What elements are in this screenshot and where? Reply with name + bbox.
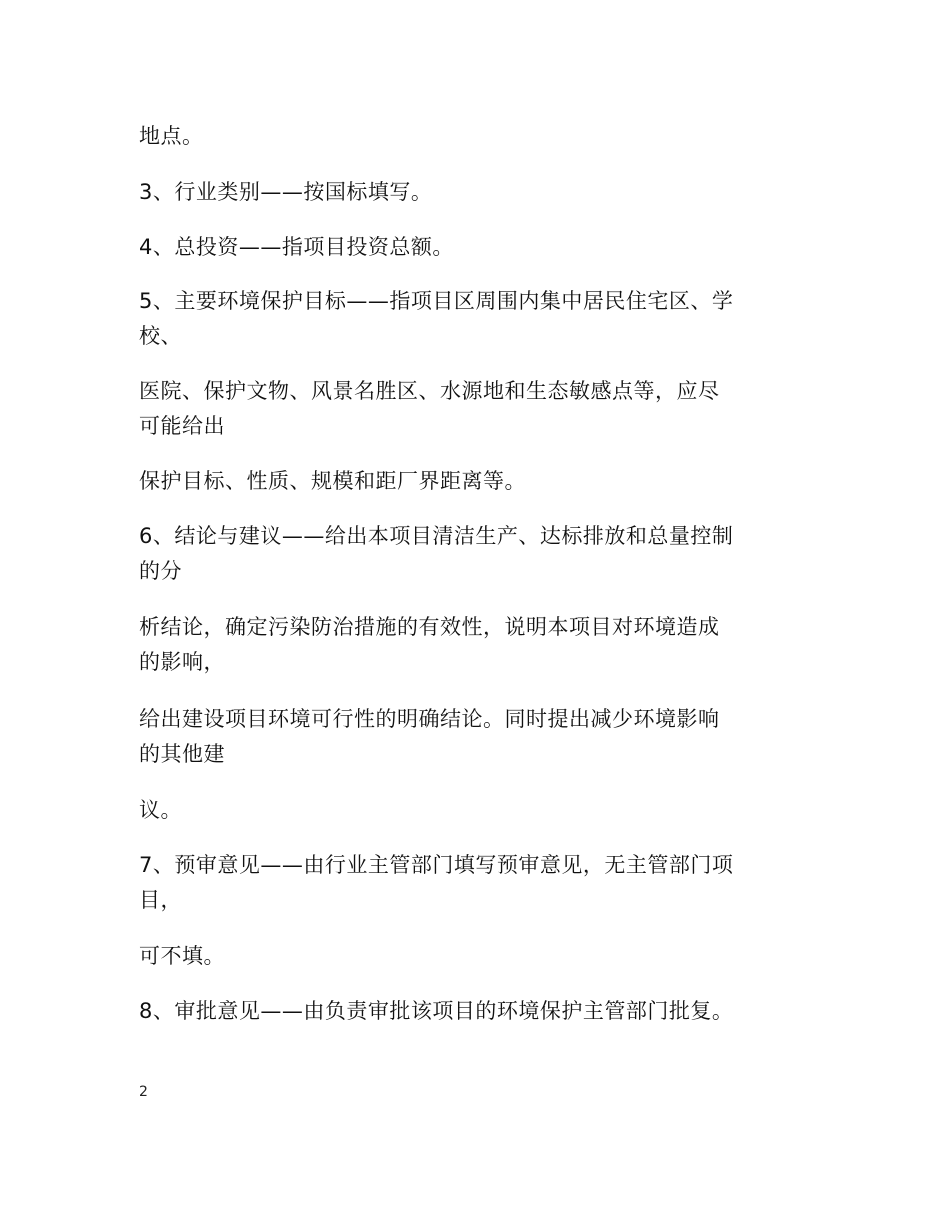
- text-line: 3、行业类别——按国标填写。: [139, 180, 433, 204]
- text-line: 的其他建: [139, 742, 225, 766]
- text-line: 校、: [139, 324, 182, 348]
- text-line: 6、结论与建议——给出本项目清洁生产、达标排放和总量控制: [139, 524, 734, 548]
- text-line: 的分: [139, 559, 182, 583]
- text-line: 保护目标、性质、规模和距厂界距离等。: [139, 469, 526, 493]
- text-line: 7、预审意见——由行业主管部门填写预审意见，无主管部门项: [139, 853, 734, 877]
- text-line: 析结论，确定污染防治措施的有效性，说明本项目对环境造成: [139, 615, 720, 639]
- text-line: 的影响，: [139, 650, 225, 674]
- text-line: 医院、保护文物、风景名胜区、水源地和生态敏感点等，应尽: [139, 379, 720, 403]
- text-line: 可能给出: [139, 414, 225, 438]
- text-line: 目，: [139, 888, 182, 912]
- text-line: 可不填。: [139, 944, 225, 968]
- text-line: 5、主要环境保护目标——指项目区周围内集中居民住宅区、学: [139, 289, 734, 313]
- text-line: 地点。: [139, 124, 204, 148]
- text-line: 议。: [139, 798, 182, 822]
- text-line: 给出建设项目环境可行性的明确结论。同时提出减少环境影响: [139, 707, 720, 731]
- text-line: 8、审批意见——由负责审批该项目的环境保护主管部门批复。: [139, 999, 734, 1023]
- text-line: 4、总投资——指项目投资总额。: [139, 235, 454, 259]
- page-number: 2: [139, 1084, 148, 1100]
